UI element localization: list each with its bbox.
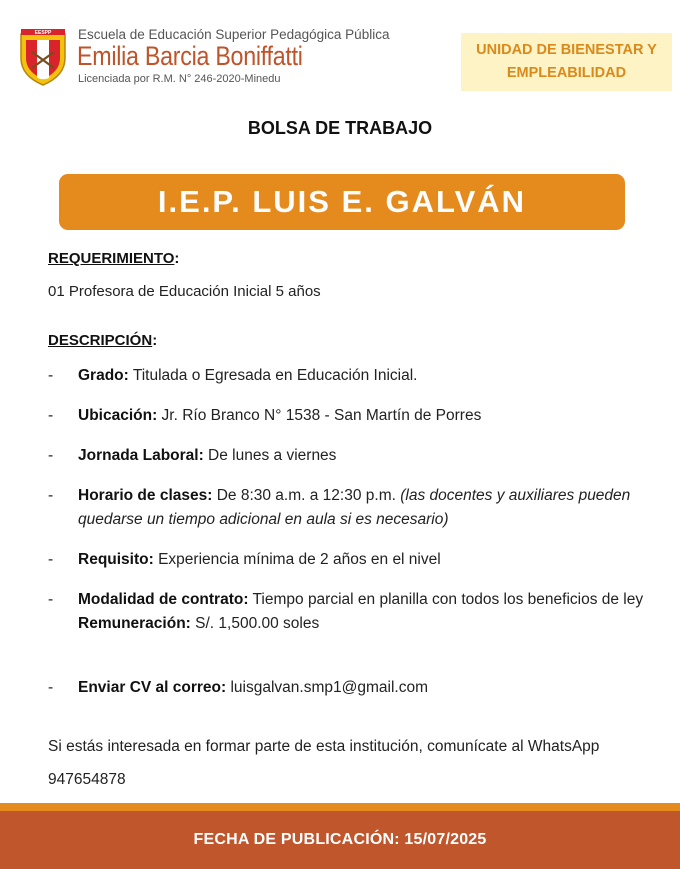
list-item-grado: - Grado: Titulada o Egresada en Educación Inicial.: [48, 367, 418, 384]
unit-badge: [461, 33, 672, 91]
requirement-heading: REQUERIMIENTO:: [48, 250, 180, 267]
publication-date: FECHA DE PUBLICACIÓN: 15/07/2025: [193, 831, 487, 848]
requirement-text: 01 Profesora de Educación Inicial 5 años: [48, 283, 321, 300]
school-logo: [18, 28, 68, 86]
list-item-horario: - Horario de clases: De 8:30 a.m. a 12:30 p.m. (las docentes y auxiliares pueden quedarse un tiempo adicional en aula si es necesario): [48, 487, 631, 528]
school-license: Licenciada por R.M. N° 246-2020-Minedu: [78, 73, 281, 85]
unit-line-1: UNIDAD DE BIENESTAR Y: [476, 42, 657, 58]
logo-text: EESPP: [34, 30, 52, 36]
list-item-enviar-cv: - Enviar CV al correo: luisgalvan.smp1@gmail.com: [48, 679, 428, 696]
remuneracion-label: Remuneración:: [78, 615, 191, 632]
whatsapp-number[interactable]: 947654878: [48, 771, 126, 788]
list-item-ubicacion: - Ubicación: Jr. Río Branco N° 1538 - San Martín de Porres: [48, 407, 482, 424]
employer-banner: [59, 174, 625, 230]
unit-line-2: EMPLEABILIDAD: [506, 65, 627, 81]
employer-name: I.E.P. LUIS E. GALVÁN: [157, 184, 527, 219]
remuneracion-value: S/. 1,500.00 soles: [190, 615, 320, 632]
footer-accent-strip: [0, 803, 680, 811]
list-item-requisito: - Requisito: Experiencia mínima de 2 años en el nivel: [48, 551, 441, 568]
email-address[interactable]: luisgalvan.smp1@gmail.com: [226, 679, 428, 696]
footer-bar: [0, 811, 680, 869]
school-name: Emilia Barcia Boniffatti: [77, 41, 303, 71]
list-item-jornada: - Jornada Laboral: De lunes a viernes: [48, 447, 337, 464]
description-heading: DESCRIPCIÓN:: [48, 332, 158, 349]
school-type-line: Escuela de Educación Superior Pedagógica Pública: [78, 27, 390, 42]
list-item-modalidad: - Modalidad de contrato: Tiempo parcial en planilla con todos los beneficios de ley Remuneración: S/. 1,500.00 soles: [48, 591, 644, 632]
page-title: BOLSA DE TRABAJO: [247, 118, 433, 138]
contact-line: Si estás interesada en formar parte de esta institución, comunícate al WhatsApp: [48, 738, 600, 755]
